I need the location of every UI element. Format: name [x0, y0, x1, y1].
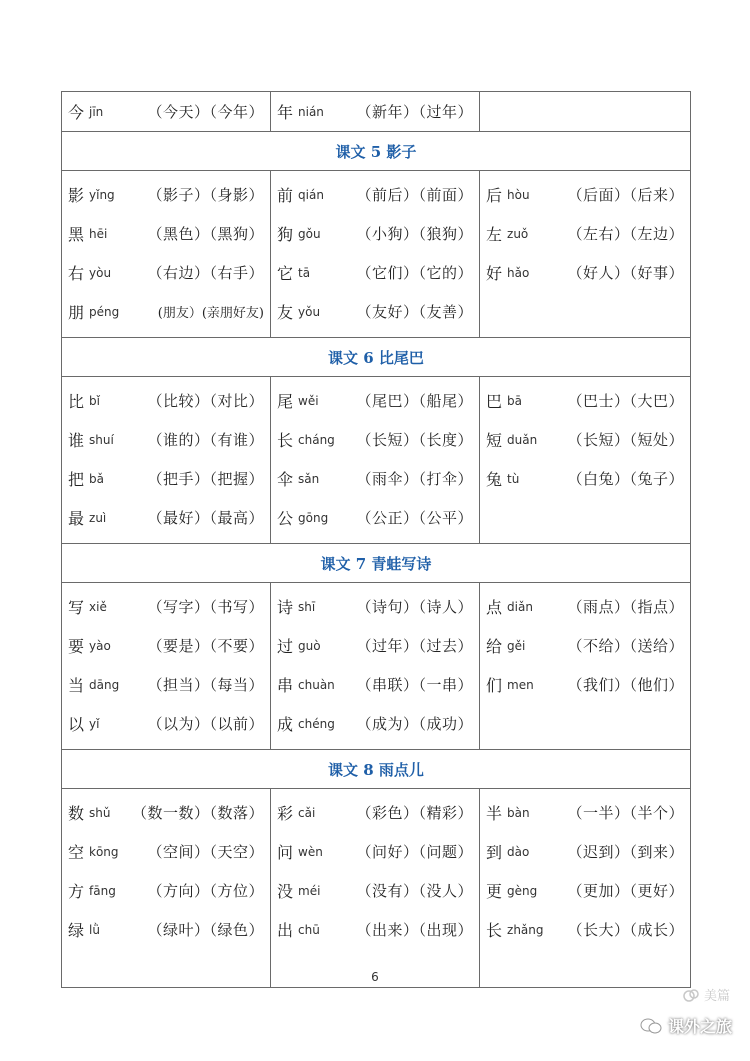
- watermark-meipian: [682, 985, 730, 1004]
- vocab-character: 友: [277, 303, 294, 322]
- vocab-entry: [486, 832, 690, 871]
- word-column: [480, 92, 691, 132]
- vocab-words: （迟到）（到来）: [567, 843, 684, 861]
- vocab-character: 长: [486, 921, 503, 940]
- vocab-pinyin: bǐ: [89, 393, 100, 408]
- vocab-words: （后面）（后来）: [567, 186, 684, 204]
- vocab-entry: [486, 871, 690, 910]
- vocab-pinyin: gōng: [298, 510, 329, 525]
- vocab-pinyin: hǎo: [507, 265, 530, 280]
- vocab-words: （影子）（身影）: [147, 186, 264, 204]
- vocab-pinyin: yǐng: [89, 187, 115, 202]
- vocab-entry: [277, 214, 479, 253]
- vocab-character: 狗: [277, 225, 294, 244]
- vocab-pinyin: duǎn: [507, 432, 538, 447]
- vocab-pinyin: chéng: [298, 716, 335, 731]
- vocab-character: 兔: [486, 470, 503, 489]
- word-column: [271, 171, 480, 338]
- vocab-pinyin: sǎn: [298, 471, 320, 486]
- section-title-row: [62, 132, 691, 171]
- vocab-pinyin: kōng: [89, 844, 119, 859]
- vocabulary-table: [61, 91, 691, 988]
- vocab-character: 更: [486, 882, 503, 901]
- vocab-character: 诗: [277, 598, 294, 617]
- vocab-character: 最: [68, 509, 85, 528]
- vocab-pinyin: hēi: [89, 226, 108, 241]
- vocab-entry: [68, 587, 270, 626]
- vocab-words: （小狗）（狼狗）: [356, 225, 473, 243]
- vocab-pinyin: bǎ: [89, 471, 104, 486]
- vocab-words: （我们）（他们）: [567, 676, 684, 694]
- vocab-entry: [277, 665, 479, 704]
- vocab-pinyin: hòu: [507, 187, 530, 202]
- vocab-entry: [277, 92, 479, 131]
- vocab-character: 们: [486, 676, 503, 695]
- vocab-entry: [277, 175, 479, 214]
- watermark-account: [640, 1014, 732, 1037]
- vocab-words: （长大）（成长）: [567, 921, 684, 939]
- section-title-row: [62, 338, 691, 377]
- vocab-character: 影: [68, 186, 85, 205]
- vocab-pinyin: wèn: [298, 844, 323, 859]
- vocab-words: （诗句）（诗人）: [356, 598, 473, 616]
- vocab-pinyin: chū: [298, 922, 320, 937]
- vocab-pinyin: méi: [298, 883, 321, 898]
- vocab-character: 半: [486, 804, 503, 823]
- vocab-words: （过年）（过去）: [356, 637, 473, 655]
- vocab-pinyin: dào: [507, 844, 530, 859]
- vocab-words: （没有）（没人）: [356, 882, 473, 900]
- vocab-character: 年: [277, 103, 294, 122]
- vocab-pinyin: péng: [89, 304, 120, 319]
- vocab-pinyin: wěi: [298, 393, 319, 408]
- vocab-words: （巴士）（大巴）: [567, 392, 684, 410]
- vocab-words: （彩色）（精彩）: [356, 804, 473, 822]
- vocab-character: 比: [68, 392, 85, 411]
- word-column: [271, 377, 480, 544]
- vocab-entry: [68, 420, 270, 459]
- vocab-pinyin: lǜ: [89, 922, 100, 937]
- vocab-entry: [68, 832, 270, 871]
- vocab-character: 成: [277, 715, 294, 734]
- vocab-pinyin: tā: [298, 265, 311, 280]
- vocab-entry: [68, 381, 270, 420]
- vocab-character: 伞: [277, 470, 294, 489]
- section-title: 课文 6 比尾巴: [62, 338, 691, 377]
- vocab-words: （它们）（它的）: [356, 264, 473, 282]
- vocab-words: （好人）（好事）: [567, 264, 684, 282]
- vocab-pinyin: yòu: [89, 265, 112, 280]
- vocab-pinyin: dāng: [89, 677, 120, 692]
- section-content-row: [62, 171, 691, 338]
- vocab-entry: [277, 459, 479, 498]
- section-title-row: [62, 750, 691, 789]
- page-number: 6: [371, 970, 379, 984]
- vocab-pinyin: shī: [298, 599, 316, 614]
- vocab-character: 串: [277, 676, 294, 695]
- vocab-words: （新年）（过年）: [356, 103, 473, 121]
- section-title: 课文 7 青蛙写诗: [62, 544, 691, 583]
- vocab-pinyin: yǐ: [89, 716, 100, 731]
- vocab-character: 短: [486, 431, 503, 450]
- vocab-character: 它: [277, 264, 294, 283]
- watermark-account-text: 课外之旅: [667, 1017, 732, 1036]
- word-column: [271, 789, 480, 988]
- vocab-entry: [68, 92, 270, 131]
- vocab-character: 长: [277, 431, 294, 450]
- vocab-entry: [486, 253, 690, 292]
- vocab-entry: [277, 910, 479, 949]
- section-title: 课文 8 雨点儿: [62, 750, 691, 789]
- vocab-words: （问好）（问题）: [356, 843, 473, 861]
- vocab-pinyin: zuì: [89, 510, 107, 525]
- vocab-character: 没: [277, 882, 294, 901]
- vocab-character: 写: [68, 598, 85, 617]
- vocab-words: （友好）（友善）: [356, 303, 473, 321]
- vocabulary-sheet: [61, 91, 690, 988]
- vocab-pinyin: zhǎng: [507, 922, 544, 937]
- wechat-icon: [640, 1017, 662, 1035]
- vocab-words: （雨伞）（打伞）: [356, 470, 473, 488]
- vocab-words: （把手）（把握）: [147, 470, 264, 488]
- vocab-character: 绿: [68, 921, 85, 940]
- vocab-character: 点: [486, 598, 503, 617]
- word-column: [480, 171, 691, 338]
- vocab-words: （方向）（方位）: [147, 882, 264, 900]
- word-column: [271, 92, 480, 132]
- vocab-words: （出来）（出现）: [356, 921, 473, 939]
- vocab-words: （长短）（长度）: [356, 431, 473, 449]
- vocab-character: 以: [68, 715, 85, 734]
- vocab-words: （空间）（天空）: [147, 843, 264, 861]
- vocab-entry: [486, 910, 690, 949]
- vocab-pinyin: chuàn: [298, 677, 335, 692]
- vocab-character: 好: [486, 264, 503, 283]
- vocab-entry: [277, 253, 479, 292]
- vocab-pinyin: cǎi: [298, 805, 316, 820]
- vocab-entry: [68, 214, 270, 253]
- section-title: 课文 5 影子: [62, 132, 691, 171]
- vocab-words: （写字）（书写）: [147, 598, 264, 616]
- vocab-entry: [277, 871, 479, 910]
- vocab-entry: [277, 420, 479, 459]
- word-column: [62, 377, 271, 544]
- vocab-pinyin: yǒu: [298, 304, 321, 319]
- vocab-entry: [68, 793, 270, 832]
- vocab-entry: [68, 626, 270, 665]
- vocab-entry: [277, 832, 479, 871]
- meipian-logo-icon: [682, 988, 700, 1002]
- section-content-row: [62, 377, 691, 544]
- vocab-character: 黑: [68, 225, 85, 244]
- vocab-character: 公: [277, 509, 294, 528]
- vocab-words: （成为）（成功）: [356, 715, 473, 733]
- vocab-character: 左: [486, 225, 503, 244]
- vocab-pinyin: gǒu: [298, 226, 321, 241]
- vocab-entry: [277, 587, 479, 626]
- vocab-character: 问: [277, 843, 294, 862]
- vocab-words: （比较）（对比）: [147, 392, 264, 410]
- word-column: [480, 789, 691, 988]
- vocab-words: （左右）（左边）: [567, 225, 684, 243]
- vocab-character: 尾: [277, 392, 294, 411]
- vocab-words: （谁的）（有谁）: [147, 431, 264, 449]
- vocab-entry: [68, 498, 270, 537]
- vocab-words: （尾巴）（船尾）: [356, 392, 473, 410]
- vocab-entry: [486, 626, 690, 665]
- vocab-pinyin: diǎn: [507, 599, 533, 614]
- vocab-character: 到: [486, 843, 503, 862]
- vocab-words: （右边）（右手）: [147, 264, 264, 282]
- word-column: [271, 583, 480, 750]
- vocab-entry: [277, 292, 479, 331]
- vocab-character: 谁: [68, 431, 85, 450]
- vocab-character: 空: [68, 843, 85, 862]
- vocab-words: （更加）（更好）: [567, 882, 684, 900]
- vocab-words: （公正）（公平）: [356, 509, 473, 527]
- vocab-words: （担当）（每当）: [147, 676, 264, 694]
- vocab-entry: [486, 214, 690, 253]
- vocab-words: （前后）（前面）: [356, 186, 473, 204]
- vocab-pinyin: guò: [298, 638, 321, 653]
- vocab-entry: [277, 498, 479, 537]
- word-column: [62, 171, 271, 338]
- vocab-character: 后: [486, 186, 503, 205]
- vocab-character: 把: [68, 470, 85, 489]
- vocab-pinyin: fāng: [89, 883, 116, 898]
- vocab-entry: [68, 292, 270, 331]
- vocab-words: （黑色）（黑狗）: [147, 225, 264, 243]
- vocab-character: 要: [68, 637, 85, 656]
- vocab-pinyin: nián: [298, 104, 324, 119]
- vocab-entry: [68, 665, 270, 704]
- vocab-entry: [68, 871, 270, 910]
- vocab-words: （绿叶）（绿色）: [147, 921, 264, 939]
- vocab-pinyin: tù: [507, 471, 520, 486]
- vocab-entry: [486, 665, 690, 704]
- word-column: [62, 789, 271, 988]
- vocab-character: 右: [68, 264, 85, 283]
- section-content-row: [62, 583, 691, 750]
- vocab-pinyin: bā: [507, 393, 522, 408]
- section-content-row: [62, 789, 691, 988]
- vocab-entry: [486, 381, 690, 420]
- section-title-row: [62, 544, 691, 583]
- vocab-pinyin: men: [507, 677, 534, 692]
- vocab-character: 方: [68, 882, 85, 901]
- vocab-pinyin: zuǒ: [507, 226, 529, 241]
- vocab-character: 当: [68, 676, 85, 695]
- vocab-character: 彩: [277, 804, 294, 823]
- vocab-entry: [277, 626, 479, 665]
- vocabulary-table-body: [62, 92, 691, 988]
- vocab-character: 前: [277, 186, 294, 205]
- section-content-row: [62, 92, 691, 132]
- word-column: [480, 377, 691, 544]
- vocab-words: （数一数）（数落）: [131, 804, 264, 822]
- vocab-entry: [486, 175, 690, 214]
- vocab-words: （串联）（一串）: [356, 676, 473, 694]
- vocab-words: （以为）（以前）: [147, 715, 264, 733]
- vocab-words: （最好）（最高）: [147, 509, 264, 527]
- vocab-pinyin: bàn: [507, 805, 530, 820]
- word-column: [62, 583, 271, 750]
- vocab-pinyin: gěi: [507, 638, 526, 653]
- vocab-words: （长短）（短处）: [567, 431, 684, 449]
- vocab-character: 给: [486, 637, 503, 656]
- vocab-character: 巴: [486, 392, 503, 411]
- vocab-entry: [277, 381, 479, 420]
- vocab-pinyin: jīn: [89, 104, 104, 119]
- vocab-words: （一半）（半个）: [567, 804, 684, 822]
- watermark-meipian-text: 美篇: [703, 989, 730, 1004]
- vocab-pinyin: xiě: [89, 599, 107, 614]
- vocab-entry: [68, 910, 270, 949]
- vocab-character: 出: [277, 921, 294, 940]
- vocab-character: 数: [68, 804, 85, 823]
- vocab-entry: [486, 793, 690, 832]
- vocab-words: （今天）（今年）: [147, 103, 264, 121]
- vocab-character: 朋: [68, 303, 85, 322]
- vocab-entry: [486, 459, 690, 498]
- vocab-character: 过: [277, 637, 294, 656]
- vocab-entry: [486, 587, 690, 626]
- vocab-entry: [68, 253, 270, 292]
- vocab-words: （白兔）（兔子）: [567, 470, 684, 488]
- vocab-pinyin: shuí: [89, 432, 114, 447]
- vocab-entry: [68, 459, 270, 498]
- word-column: [480, 583, 691, 750]
- vocab-entry: [486, 420, 690, 459]
- word-column: [62, 92, 271, 132]
- vocab-entry: [68, 704, 270, 743]
- vocab-character: 今: [68, 103, 85, 122]
- vocab-pinyin: gèng: [507, 883, 538, 898]
- vocab-pinyin: qián: [298, 187, 324, 202]
- vocab-words: (朋友）(亲朋好友): [157, 306, 264, 321]
- vocab-words: （雨点）（指点）: [567, 598, 684, 616]
- vocab-pinyin: shǔ: [89, 805, 111, 820]
- vocab-words: （要是）（不要）: [147, 637, 264, 655]
- vocab-words: （不给）（送给）: [567, 637, 684, 655]
- vocab-pinyin: yào: [89, 638, 111, 653]
- vocab-pinyin: cháng: [298, 432, 335, 447]
- vocab-entry: [68, 175, 270, 214]
- vocab-entry: [277, 704, 479, 743]
- vocab-entry: [277, 793, 479, 832]
